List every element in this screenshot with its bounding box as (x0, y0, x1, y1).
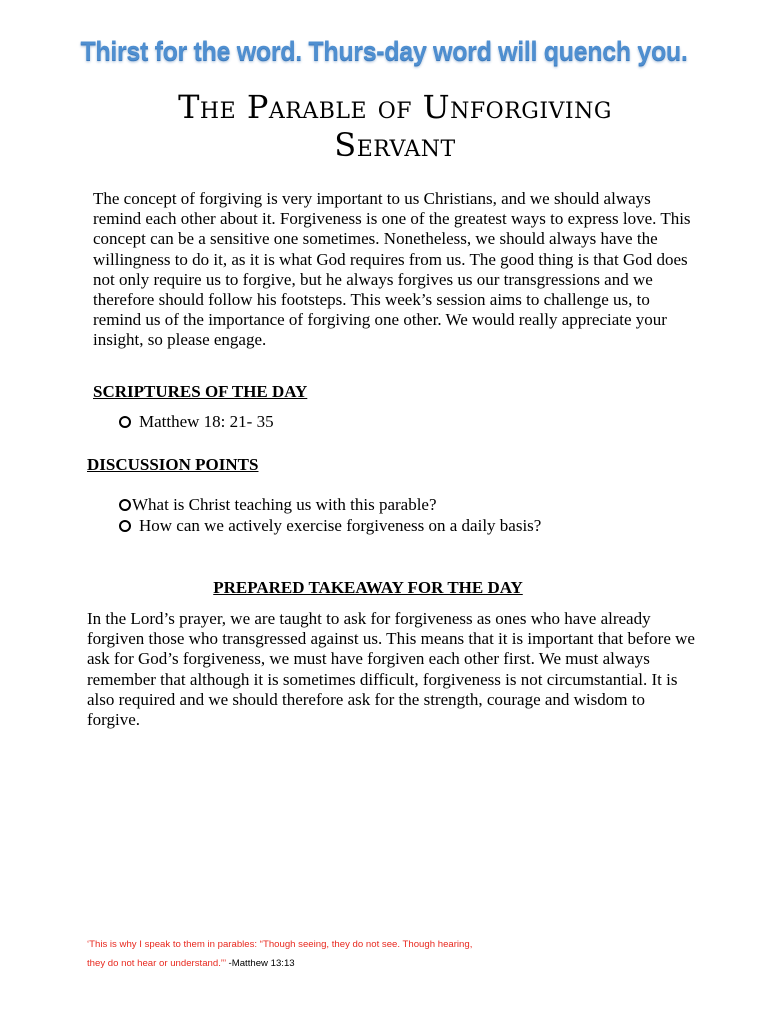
footer-verse (87, 935, 487, 973)
page-title (90, 88, 700, 164)
scriptures-heading: SCRIPTURES OF THE DAY (93, 382, 308, 401)
scripture-item-text: Matthew 18: 21- 35 (139, 412, 274, 431)
page-title-line-1: The Parable of Unforgiving (178, 88, 612, 126)
discussion-item (119, 495, 437, 515)
footer-reference: -Matthew 13:13 (225, 958, 295, 969)
banner-tagline: Thirst for the word. Thurs-day word will quench you. (80, 36, 688, 66)
scripture-item (119, 412, 274, 432)
takeaway-heading: PREPARED TAKEAWAY FOR THE DAY (213, 578, 523, 597)
discussion-heading: DISCUSSION POINTS (87, 455, 259, 474)
intro-paragraph: The concept of forgiving is very important to us Christians, and we should always remind each other about it. Forgiveness is one of the greatest ways to express love. This concept can be a sensitive one sometimes. Nonetheless, we should always have the willingness to do it, as it is what God requires from us. The good thing is that God does not only require us to forgive, but he always forgives us our transgressions and we therefore should follow his footsteps. This week’s session aims to challenge us, to remind us of the importance of forgiving one other. We would really appreciate your insight, so please engage. (93, 189, 691, 350)
takeaway-paragraph: In the Lord’s prayer, we are taught to ask for forgiveness as ones who have already forgiven those who transgressed against us. This means that it is important that before we ask for God’s forgiveness, we must have forgiven each other first. We must always remember that although it is sometimes difficult, forgiveness is not circumstantial. It is also required and we should therefore ask for the strength, courage and wisdom to forgive. (87, 609, 695, 730)
footer-quote: ‘This is why I speak to them in parables: “Though seeing, they do not see. Though hearing, they do not hear or understand.”’ (87, 939, 473, 969)
hollow-circle-bullet-icon (119, 499, 131, 511)
page-title-line-2: Servant (334, 126, 456, 164)
discussion-item (119, 516, 541, 536)
hollow-circle-bullet-icon (119, 520, 131, 532)
hollow-circle-bullet-icon (119, 416, 131, 428)
discussion-item-text: What is Christ teaching us with this parable? (132, 495, 437, 514)
discussion-item-text: How can we actively exercise forgiveness on a daily basis? (139, 516, 542, 535)
